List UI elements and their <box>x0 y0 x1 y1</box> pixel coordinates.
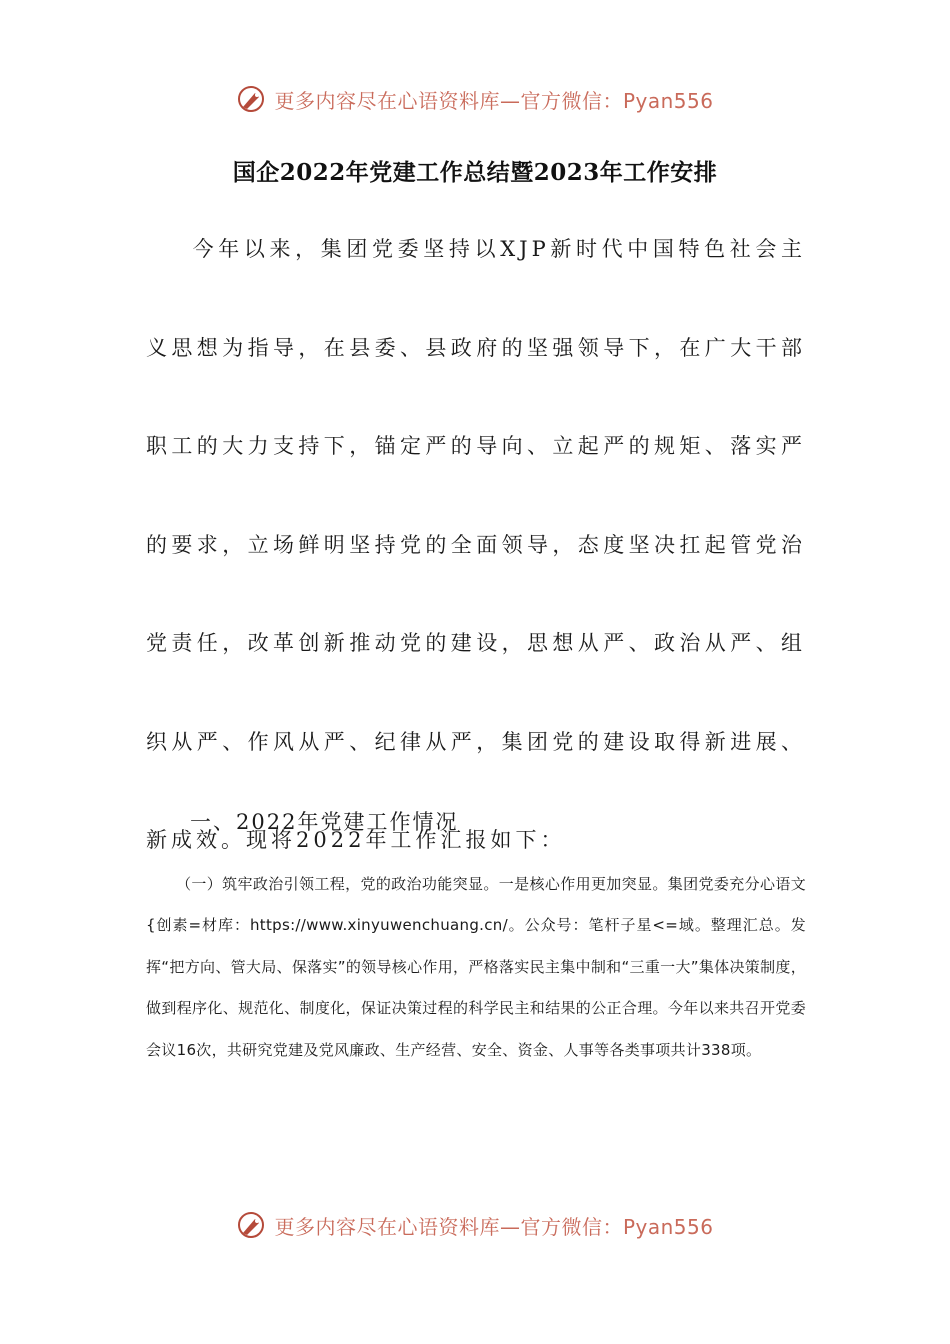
watermark-text: 更多内容尽在心语资料库—官方微信：Pyan556 <box>274 88 714 113</box>
section-heading: 一、2022年党建工作情况 <box>190 810 459 834</box>
intro-paragraph-text: 今年以来，集团党委坚持以XJP新时代中国特色社会主义思想为指导，在县委、县政府的坚强领导下，在广大干部职工的大力支持下，锚定严的导向、立起严的规矩、落实严的要求，立场鲜明坚持党的全面领导，态度坚决扛起管党治党责任，改革创新推动党的建设，思想从严、政治从严、组织从严、作风从严、纪律从严，集团党的建设取得新进展、新成效。现将2022年工作汇报如下： <box>146 237 806 852</box>
intro-paragraph <box>146 200 806 890</box>
pen-nib-logo-icon <box>236 84 266 114</box>
watermark-text: 更多内容尽在心语资料库—官方微信：Pyan556 <box>274 1214 714 1239</box>
document-title: 国企2022年党建工作总结暨2023年工作安排 <box>232 159 718 186</box>
subsection-paragraph-text: （一）筑牢政治引领工程，党的政治功能突显。一是核心作用更加突显。集团党委充分心语文{创素=材库：https://www.xinyuwenchuang.cn/。公众号：笔杆子星<=域。整理汇总。发挥“把方向、管大局、保落实”的领导核心作用，严格落实民主集中制和“三重一大”集体决策制度，做到程序化、规范化、制度化，保证决策过程的科学民主和结果的公正合理。今年以来共召开党委会议16次，共研究党建及党风廉政、生产经营、安全、资金、人事等各类事项共计338项。 <box>146 875 806 1059</box>
watermark-header <box>0 84 950 114</box>
pen-nib-logo-icon <box>236 1210 266 1240</box>
subsection-paragraph <box>146 864 806 1071</box>
watermark-footer <box>0 1210 950 1240</box>
